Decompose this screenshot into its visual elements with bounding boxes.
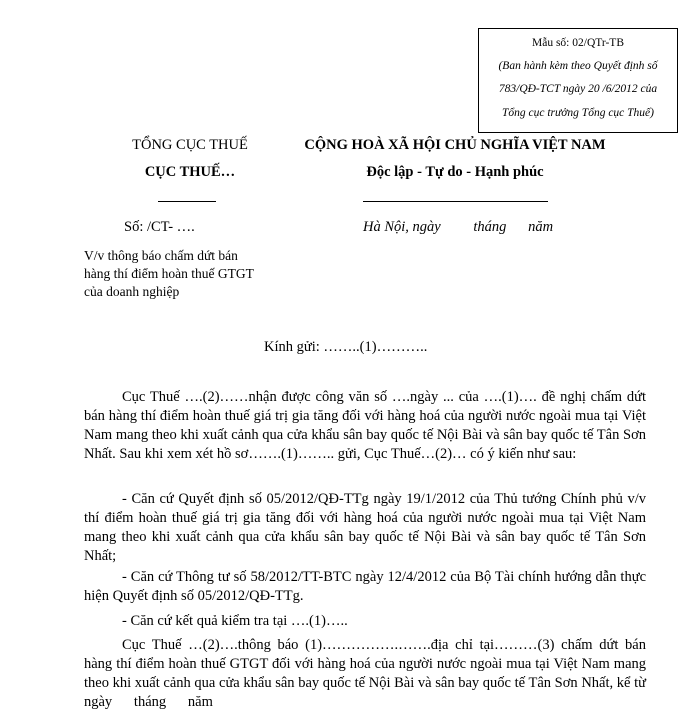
national-title: CỘNG HOÀ XÃ HỘI CHỦ NGHĨA VIỆT NAM [304, 137, 606, 153]
issuing-unit: CỤC THUẾ… [144, 164, 236, 180]
body-paragraph-request: Cục Thuế ….(2)……nhận được công văn số ….ngày ... của ….(1)…. đề nghị chấm dứt bán hàng thí điểm hoàn thuế giá trị gia tăng đối với hàng hoá của người nước ngoài mua tại Việt Nam mang theo khi xuất cảnh qua cửa khẩu sân bay quốc tế Nội Bài và sân bay quốc tế Tân Sơn Nhất. Sau khi xem xét hồ sơ…….(1)…….. gửi, Cục Thuế…(2)… có ý kiến như sau: [84, 389, 646, 462]
subject-line-1: V/v thông báo chấm dứt bán [84, 248, 238, 263]
left-header-rule [158, 201, 216, 202]
body-paragraph-legal-basis-decision: - Căn cứ Quyết định số 05/2012/QĐ-TTg ngày 19/1/2012 của Thủ tướng Chính phủ v/v thí điểm hoàn thuế giá trị gia tăng đối với hàng hoá của người nước ngoài mua tại Việt Nam mang theo khi xuất cảnh qua cửa khẩu sân bay quốc tế Nội Bài và sân bay quốc tế Tân Sơn Nhất; [84, 491, 646, 564]
right-header-rule [363, 201, 548, 202]
form-number-box [478, 28, 678, 133]
issuing-organization: TỔNG CỤC THUẾ [132, 137, 248, 153]
salutation: Kính gửi: ……..(1)……….. [264, 339, 428, 355]
body-paragraph-notice: Cục Thuế …(2)….thông báo (1)…………….…….địa chỉ tại………(3) chấm dứt bán hàng thí điểm hoàn thuế GTGT đối với hàng hoá của người nước ngoài mua tại Việt Nam mang theo khi xuất cảnh qua cửa khẩu sân bay quốc tế Nội Bài và sân bay quốc tế Tân Sơn Nhất, kể từ ngày tháng năm [84, 637, 650, 710]
form-number: Mẫu số: 02/QTr-TB [532, 37, 624, 49]
document-number: Số: /CT- …. [124, 219, 195, 235]
place-and-date: Hà Nội, ngày tháng năm [363, 219, 554, 235]
form-issuance-line-1: (Ban hành kèm theo Quyết định số [498, 60, 658, 72]
form-issuance-line-2: 783/QĐ-TCT ngày 20 /6/2012 của [498, 83, 658, 95]
form-issuance-line-3: Tổng cục trưởng Tổng cục Thuế) [502, 107, 654, 119]
subject-line-3: của doanh nghiệp [84, 284, 180, 299]
body-paragraph-inspection-result: - Căn cứ kết quả kiểm tra tại ….(1)….. [122, 613, 348, 629]
body-paragraph-legal-basis-circular: - Căn cứ Thông tư số 58/2012/TT-BTC ngày 12/4/2012 của Bộ Tài chính hướng dẫn thực hiện Quyết định số 05/2012/QĐ-TTg. [84, 569, 646, 604]
subject-line-2: hàng thí điểm hoàn thuế GTGT [84, 266, 254, 281]
national-motto: Độc lập - Tự do - Hạnh phúc [366, 164, 544, 180]
